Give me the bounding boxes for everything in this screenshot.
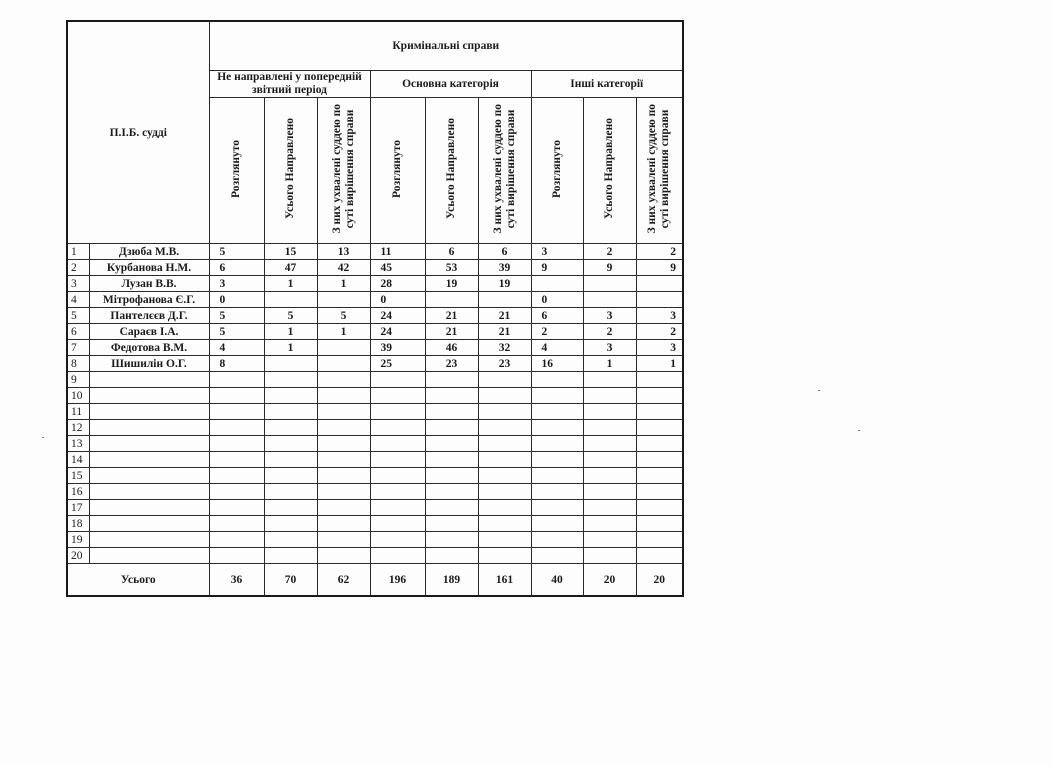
cell-value bbox=[317, 372, 370, 388]
cell-value bbox=[583, 548, 636, 564]
cell-value: 3 bbox=[531, 244, 583, 260]
cell-value bbox=[478, 468, 531, 484]
cell-value bbox=[531, 420, 583, 436]
judge-name: Мітрофанова Є.Г. bbox=[89, 292, 209, 308]
row-number: 18 bbox=[67, 516, 89, 532]
cell-value bbox=[478, 420, 531, 436]
cell-value: 11 bbox=[370, 244, 425, 260]
cell-value bbox=[370, 452, 425, 468]
table-row bbox=[67, 308, 683, 324]
cell-value: 53 bbox=[425, 260, 478, 276]
col-header-label: З них ухвалені суддею по суті вирішення справи bbox=[646, 104, 672, 234]
cell-value: 1 bbox=[636, 356, 683, 372]
subgroup-header-main: Основна категорія bbox=[370, 71, 531, 98]
cell-value bbox=[636, 388, 683, 404]
row-number: 1 bbox=[67, 244, 89, 260]
cell-value: 42 bbox=[317, 260, 370, 276]
cell-value bbox=[209, 516, 264, 532]
cell-value bbox=[531, 468, 583, 484]
cell-value bbox=[583, 500, 636, 516]
judge-name bbox=[89, 372, 209, 388]
cell-value bbox=[583, 516, 636, 532]
row-number: 5 bbox=[67, 308, 89, 324]
cell-value bbox=[317, 548, 370, 564]
cell-value bbox=[370, 404, 425, 420]
cell-value bbox=[583, 404, 636, 420]
cell-value: 4 bbox=[531, 340, 583, 356]
cell-value: 2 bbox=[636, 244, 683, 260]
cell-value: 2 bbox=[531, 324, 583, 340]
cell-value: 3 bbox=[583, 340, 636, 356]
cell-value bbox=[583, 452, 636, 468]
cell-value bbox=[636, 276, 683, 292]
cell-value: 32 bbox=[478, 340, 531, 356]
row-number: 4 bbox=[67, 292, 89, 308]
table-row bbox=[67, 452, 683, 468]
cell-value bbox=[317, 468, 370, 484]
row-number: 6 bbox=[67, 324, 89, 340]
cell-value: 5 bbox=[317, 308, 370, 324]
cell-value bbox=[425, 548, 478, 564]
judge-name bbox=[89, 404, 209, 420]
cell-value bbox=[478, 532, 531, 548]
row-number: 15 bbox=[67, 468, 89, 484]
judge-name bbox=[89, 548, 209, 564]
cell-value bbox=[425, 516, 478, 532]
criminal-cases-table bbox=[66, 20, 684, 597]
cell-value: 21 bbox=[478, 324, 531, 340]
cell-value bbox=[425, 532, 478, 548]
table-row bbox=[67, 500, 683, 516]
cell-value bbox=[531, 276, 583, 292]
cell-value bbox=[317, 340, 370, 356]
cell-value bbox=[370, 548, 425, 564]
cell-value bbox=[370, 500, 425, 516]
row-number: 19 bbox=[67, 532, 89, 548]
cell-value bbox=[264, 292, 317, 308]
subgroup-header-other: Інші категорії bbox=[531, 71, 683, 98]
row-number: 14 bbox=[67, 452, 89, 468]
row-number: 20 bbox=[67, 548, 89, 564]
cell-value: 5 bbox=[209, 324, 264, 340]
cell-value: 0 bbox=[531, 292, 583, 308]
cell-value: 3 bbox=[583, 308, 636, 324]
cell-value: 1 bbox=[583, 356, 636, 372]
cell-value: 3 bbox=[636, 308, 683, 324]
cell-value bbox=[317, 292, 370, 308]
cell-value bbox=[478, 436, 531, 452]
judge-name bbox=[89, 420, 209, 436]
cell-value bbox=[478, 404, 531, 420]
cell-value bbox=[531, 388, 583, 404]
judge-name: Дзюба М.В. bbox=[89, 244, 209, 260]
cell-value bbox=[317, 516, 370, 532]
judge-name bbox=[89, 468, 209, 484]
cell-value: 28 bbox=[370, 276, 425, 292]
judge-name: Федотова В.М. bbox=[89, 340, 209, 356]
cell-value: 24 bbox=[370, 324, 425, 340]
col-header-label: Усього Направлено bbox=[284, 118, 296, 220]
table-row bbox=[67, 356, 683, 372]
col-header-label: Усього Направлено bbox=[445, 118, 457, 220]
cell-value bbox=[370, 516, 425, 532]
cell-value: 16 bbox=[531, 356, 583, 372]
table-row bbox=[67, 468, 683, 484]
cell-value bbox=[636, 532, 683, 548]
row-number: 7 bbox=[67, 340, 89, 356]
table-row bbox=[67, 420, 683, 436]
cell-value bbox=[425, 484, 478, 500]
col-header-label: Усього Направлено bbox=[603, 118, 615, 220]
cell-value bbox=[264, 532, 317, 548]
table-row bbox=[67, 548, 683, 564]
row-number: 10 bbox=[67, 388, 89, 404]
cell-value bbox=[317, 436, 370, 452]
cell-value bbox=[370, 420, 425, 436]
cell-value: 19 bbox=[478, 276, 531, 292]
cell-value bbox=[317, 404, 370, 420]
total-value: 20 bbox=[636, 564, 683, 597]
cell-value bbox=[370, 372, 425, 388]
cell-value bbox=[531, 532, 583, 548]
judge-name bbox=[89, 484, 209, 500]
cell-value: 9 bbox=[583, 260, 636, 276]
cell-value bbox=[209, 532, 264, 548]
judge-name bbox=[89, 500, 209, 516]
total-label: Усього bbox=[67, 564, 209, 597]
judge-name-header: П.І.Б. судді bbox=[67, 21, 209, 244]
col-header-other-reviewed bbox=[531, 98, 583, 244]
cell-value bbox=[317, 452, 370, 468]
cell-value: 0 bbox=[209, 292, 264, 308]
cell-value bbox=[209, 404, 264, 420]
cell-value: 1 bbox=[264, 324, 317, 340]
col-header-main-reviewed bbox=[370, 98, 425, 244]
cell-value bbox=[636, 452, 683, 468]
cell-value bbox=[370, 484, 425, 500]
cell-value: 25 bbox=[370, 356, 425, 372]
cell-value bbox=[636, 436, 683, 452]
cell-value: 0 bbox=[370, 292, 425, 308]
cell-value bbox=[583, 388, 636, 404]
cell-value: 9 bbox=[636, 260, 683, 276]
row-number: 12 bbox=[67, 420, 89, 436]
cell-value bbox=[425, 404, 478, 420]
cell-value bbox=[370, 532, 425, 548]
cell-value bbox=[583, 468, 636, 484]
cell-value: 5 bbox=[209, 244, 264, 260]
col-header-previous-sent-total bbox=[264, 98, 317, 244]
row-number: 16 bbox=[67, 484, 89, 500]
cell-value bbox=[478, 500, 531, 516]
cell-value bbox=[317, 500, 370, 516]
total-row bbox=[67, 564, 683, 597]
table-row bbox=[67, 516, 683, 532]
cell-value bbox=[425, 436, 478, 452]
cell-value: 23 bbox=[478, 356, 531, 372]
cell-value: 3 bbox=[209, 276, 264, 292]
cell-value bbox=[264, 484, 317, 500]
cell-value bbox=[636, 372, 683, 388]
cell-value bbox=[264, 436, 317, 452]
cell-value: 24 bbox=[370, 308, 425, 324]
cell-value: 2 bbox=[583, 244, 636, 260]
cell-value bbox=[209, 548, 264, 564]
total-value: 70 bbox=[264, 564, 317, 597]
cell-value: 6 bbox=[425, 244, 478, 260]
cell-value: 39 bbox=[370, 340, 425, 356]
total-value: 62 bbox=[317, 564, 370, 597]
cell-value bbox=[264, 404, 317, 420]
row-number: 11 bbox=[67, 404, 89, 420]
total-value: 161 bbox=[478, 564, 531, 597]
table-row bbox=[67, 324, 683, 340]
cell-value bbox=[478, 516, 531, 532]
col-header-label: З них ухвалені суддею по суті вирішення справи bbox=[491, 104, 517, 234]
total-value: 189 bbox=[425, 564, 478, 597]
cell-value: 47 bbox=[264, 260, 317, 276]
cell-value bbox=[264, 452, 317, 468]
cell-value: 2 bbox=[583, 324, 636, 340]
col-header-other-resolved-by-judge bbox=[636, 98, 683, 244]
cell-value bbox=[209, 452, 264, 468]
judge-name: Шишилін О.Г. bbox=[89, 356, 209, 372]
cell-value: 19 bbox=[425, 276, 478, 292]
criminal-cases-header: Кримінальні справи bbox=[209, 21, 683, 71]
cell-value: 5 bbox=[264, 308, 317, 324]
cell-value: 1 bbox=[264, 276, 317, 292]
judge-name bbox=[89, 436, 209, 452]
cell-value bbox=[317, 420, 370, 436]
cell-value bbox=[425, 468, 478, 484]
row-number: 8 bbox=[67, 356, 89, 372]
table-row bbox=[67, 260, 683, 276]
total-value: 36 bbox=[209, 564, 264, 597]
cell-value bbox=[264, 548, 317, 564]
cell-value bbox=[531, 404, 583, 420]
row-number: 9 bbox=[67, 372, 89, 388]
table-row bbox=[67, 244, 683, 260]
table-row bbox=[67, 276, 683, 292]
cell-value bbox=[264, 516, 317, 532]
cell-value bbox=[425, 420, 478, 436]
judge-name bbox=[89, 532, 209, 548]
row-number: 13 bbox=[67, 436, 89, 452]
cell-value: 6 bbox=[209, 260, 264, 276]
cell-value: 21 bbox=[478, 308, 531, 324]
cell-value: 15 bbox=[264, 244, 317, 260]
cell-value: 13 bbox=[317, 244, 370, 260]
cell-value bbox=[636, 404, 683, 420]
judge-name: Лузан В.В. bbox=[89, 276, 209, 292]
col-header-label: Розглянуто bbox=[391, 139, 403, 199]
cell-value bbox=[425, 372, 478, 388]
row-number: 3 bbox=[67, 276, 89, 292]
cell-value bbox=[531, 372, 583, 388]
table-row bbox=[67, 372, 683, 388]
cell-value: 9 bbox=[531, 260, 583, 276]
cell-value bbox=[370, 436, 425, 452]
cell-value: 46 bbox=[425, 340, 478, 356]
col-header-label: Розглянуто bbox=[550, 139, 563, 199]
cell-value bbox=[264, 420, 317, 436]
judge-name: Сараєв І.А. bbox=[89, 324, 209, 340]
cell-value bbox=[209, 468, 264, 484]
col-header-label: З них ухвалені суддею по суті вирішення справи bbox=[330, 104, 356, 234]
cell-value bbox=[209, 436, 264, 452]
total-value: 40 bbox=[531, 564, 583, 597]
cell-value bbox=[425, 500, 478, 516]
cell-value bbox=[264, 356, 317, 372]
col-header-other-sent-total bbox=[583, 98, 636, 244]
cell-value bbox=[264, 388, 317, 404]
cell-value: 2 bbox=[636, 324, 683, 340]
cell-value bbox=[209, 500, 264, 516]
total-value: 20 bbox=[583, 564, 636, 597]
cell-value: 21 bbox=[425, 324, 478, 340]
cell-value bbox=[370, 468, 425, 484]
cell-value: 5 bbox=[209, 308, 264, 324]
scan-speck bbox=[818, 390, 820, 391]
judge-name bbox=[89, 516, 209, 532]
table-row bbox=[67, 292, 683, 308]
cell-value bbox=[425, 388, 478, 404]
table-row bbox=[67, 436, 683, 452]
cell-value bbox=[478, 388, 531, 404]
cell-value bbox=[209, 484, 264, 500]
total-value: 196 bbox=[370, 564, 425, 597]
cell-value bbox=[478, 372, 531, 388]
judge-name: Курбанова Н.М. bbox=[89, 260, 209, 276]
col-header-main-resolved-by-judge bbox=[478, 98, 531, 244]
cell-value: 23 bbox=[425, 356, 478, 372]
col-header-label: Розглянуто bbox=[230, 139, 242, 199]
cell-value bbox=[636, 500, 683, 516]
cell-value: 8 bbox=[209, 356, 264, 372]
cell-value bbox=[264, 500, 317, 516]
cell-value bbox=[531, 452, 583, 468]
cell-value bbox=[478, 292, 531, 308]
cell-value bbox=[209, 388, 264, 404]
cell-value bbox=[425, 292, 478, 308]
col-header-main-sent-total bbox=[425, 98, 478, 244]
cell-value bbox=[209, 420, 264, 436]
cell-value: 1 bbox=[264, 340, 317, 356]
cell-value bbox=[209, 372, 264, 388]
cell-value: 6 bbox=[531, 308, 583, 324]
cell-value bbox=[317, 388, 370, 404]
cell-value bbox=[636, 516, 683, 532]
cell-value: 45 bbox=[370, 260, 425, 276]
scan-speck bbox=[858, 430, 860, 431]
judge-name: Пантелєєв Д.Г. bbox=[89, 308, 209, 324]
cell-value bbox=[317, 532, 370, 548]
col-header-previous-reviewed bbox=[209, 98, 264, 244]
cell-value bbox=[264, 372, 317, 388]
cell-value bbox=[478, 548, 531, 564]
cell-value bbox=[531, 548, 583, 564]
cell-value bbox=[531, 484, 583, 500]
cell-value: 3 bbox=[636, 340, 683, 356]
cell-value bbox=[583, 484, 636, 500]
cell-value bbox=[583, 372, 636, 388]
cell-value: 39 bbox=[478, 260, 531, 276]
cell-value bbox=[370, 388, 425, 404]
cell-value bbox=[425, 452, 478, 468]
cell-value bbox=[478, 484, 531, 500]
row-number: 2 bbox=[67, 260, 89, 276]
cell-value bbox=[531, 500, 583, 516]
table-row bbox=[67, 404, 683, 420]
cell-value: 4 bbox=[209, 340, 264, 356]
cell-value bbox=[636, 420, 683, 436]
cell-value bbox=[264, 468, 317, 484]
cell-value bbox=[583, 532, 636, 548]
table-row bbox=[67, 484, 683, 500]
cell-value bbox=[478, 452, 531, 468]
cell-value bbox=[636, 292, 683, 308]
cell-value bbox=[317, 356, 370, 372]
table-row bbox=[67, 532, 683, 548]
row-number: 17 bbox=[67, 500, 89, 516]
scan-speck bbox=[42, 437, 44, 438]
cell-value bbox=[531, 516, 583, 532]
cell-value bbox=[583, 436, 636, 452]
table-row bbox=[67, 388, 683, 404]
col-header-previous-resolved-by-judge bbox=[317, 98, 370, 244]
judge-name bbox=[89, 452, 209, 468]
cell-value bbox=[531, 436, 583, 452]
cell-value bbox=[583, 292, 636, 308]
cell-value bbox=[583, 420, 636, 436]
cell-value: 6 bbox=[478, 244, 531, 260]
subgroup-header-previous: Не направлені у попередній звітний період bbox=[209, 71, 370, 98]
cell-value bbox=[636, 468, 683, 484]
table-row bbox=[67, 340, 683, 356]
cell-value: 1 bbox=[317, 276, 370, 292]
cell-value bbox=[636, 548, 683, 564]
judge-name bbox=[89, 388, 209, 404]
cell-value: 21 bbox=[425, 308, 478, 324]
cell-value bbox=[636, 484, 683, 500]
cell-value: 1 bbox=[317, 324, 370, 340]
cell-value bbox=[583, 276, 636, 292]
cell-value bbox=[317, 484, 370, 500]
